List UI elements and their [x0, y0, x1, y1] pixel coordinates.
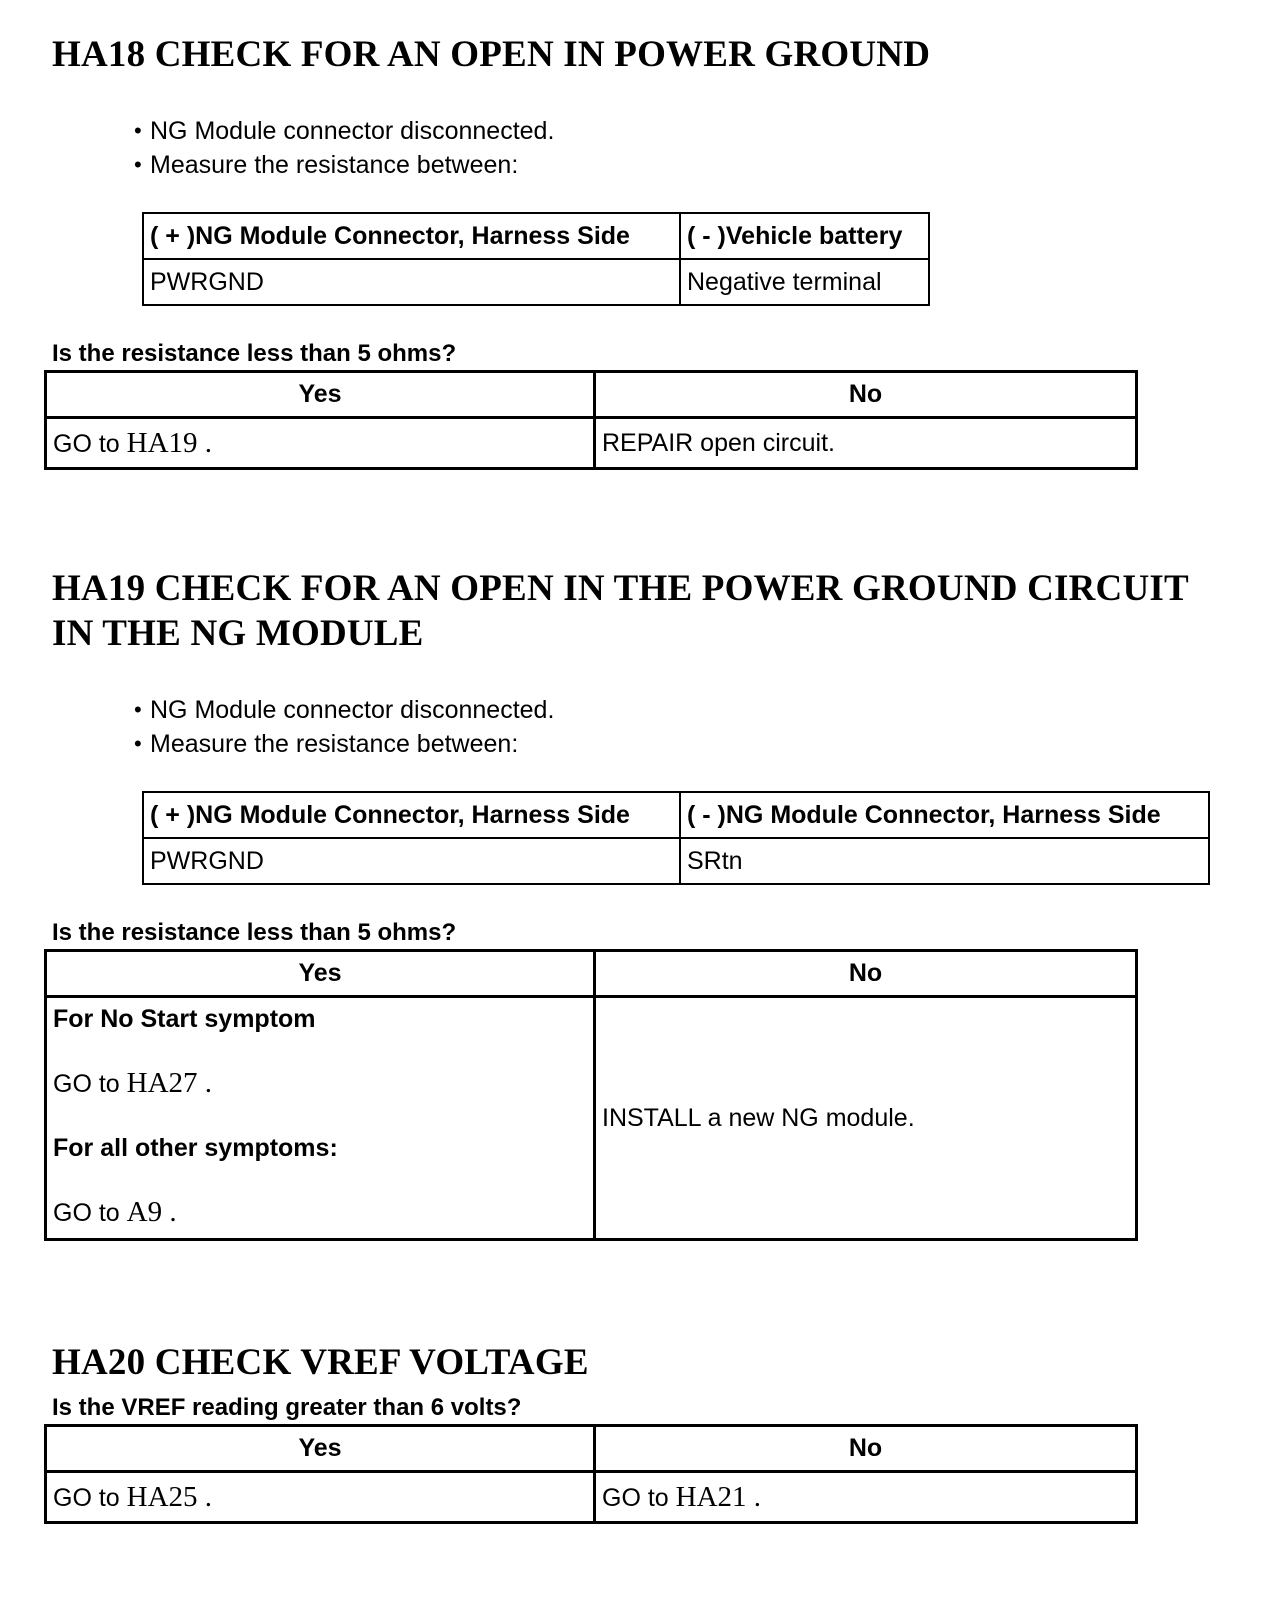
ha18-yes-text: GO to — [53, 429, 120, 458]
ha18-bullet-item: • Measure the resistance between: — [134, 148, 554, 182]
ha19-yes-ref1-link[interactable]: HA27 — [126, 1067, 198, 1099]
ha18-plus-header: ( + )NG Module Connector, Harness Side — [143, 213, 680, 259]
ha19-yes-ref2-link[interactable]: A9 — [126, 1196, 163, 1228]
ha18-question: Is the resistance less than 5 ohms? — [52, 340, 457, 367]
ha18-connector-table — [142, 212, 930, 306]
ha18-yes-ref-link[interactable]: HA19 — [126, 426, 198, 459]
ha19-title — [52, 566, 1189, 656]
ha19-yes-cell: For No Start symptom GO to HA27 . For all other symptoms: GO to A9 . — [46, 997, 595, 1240]
ha18-minus-value: Negative terminal — [680, 259, 929, 305]
ha19-plus-header: ( + )NG Module Connector, Harness Side — [143, 792, 680, 838]
ha19-yes-text1: GO to — [53, 1070, 120, 1098]
ha18-plus-value: PWRGND — [143, 259, 680, 305]
ha19-no-header: No — [595, 951, 1137, 997]
ha19-bullet-list — [134, 693, 554, 761]
ha20-no-ref-link[interactable]: HA21 — [675, 1480, 747, 1513]
ha20-no-header: No — [595, 1426, 1137, 1472]
ha19-connector-table — [142, 791, 1210, 885]
ha20-yes-header: Yes — [46, 1426, 595, 1472]
ha19-minus-value: SRtn — [680, 838, 1209, 884]
ha18-bullet-item: • NG Module connector disconnected. — [134, 114, 554, 148]
ha19-bullet-item: • Measure the resistance between: — [134, 727, 554, 761]
ha18-title: HA18 CHECK FOR AN OPEN IN POWER GROUND — [52, 34, 931, 75]
ha19-minus-header: ( - )NG Module Connector, Harness Side — [680, 792, 1209, 838]
ha20-no-cell: GO to HA21 . — [595, 1472, 1137, 1523]
ha20-answer-table — [44, 1424, 1138, 1524]
ha20-yes-text: GO to — [53, 1483, 120, 1512]
ha19-yes-heading-other: For all other symptoms: — [53, 1134, 338, 1162]
ha20-title: HA20 CHECK VREF VOLTAGE — [52, 1342, 589, 1383]
ha19-title-line2: IN THE NG MODULE — [52, 613, 424, 654]
ha18-yes-header: Yes — [46, 372, 595, 418]
ha19-yes-heading-no-start: For No Start symptom — [53, 1005, 316, 1033]
ha20-yes-cell: GO to HA25 . — [46, 1472, 595, 1523]
ha18-answer-table — [44, 370, 1138, 470]
ha19-plus-value: PWRGND — [143, 838, 680, 884]
ha19-question: Is the resistance less than 5 ohms? — [52, 919, 457, 946]
ha18-no-header: No — [595, 372, 1137, 418]
ha18-minus-header: ( - )Vehicle battery — [680, 213, 929, 259]
ha18-bullet-list — [134, 114, 554, 182]
ha18-no-cell: REPAIR open circuit. — [595, 418, 1137, 469]
ha20-yes-ref-link[interactable]: HA25 — [126, 1480, 198, 1513]
ha19-yes-text2: GO to — [53, 1199, 120, 1227]
ha19-answer-table — [44, 949, 1138, 1241]
ha19-no-cell: INSTALL a new NG module. — [595, 997, 1137, 1240]
ha20-no-text: GO to — [602, 1483, 669, 1512]
ha18-yes-cell: GO to HA19 . — [46, 418, 595, 469]
ha20-question: Is the VREF reading greater than 6 volts? — [52, 1394, 522, 1421]
ha19-yes-header: Yes — [46, 951, 595, 997]
ha19-bullet-item: • NG Module connector disconnected. — [134, 693, 554, 727]
ha19-title-line1: HA19 CHECK FOR AN OPEN IN THE POWER GROUND CIRCUIT — [52, 568, 1189, 609]
